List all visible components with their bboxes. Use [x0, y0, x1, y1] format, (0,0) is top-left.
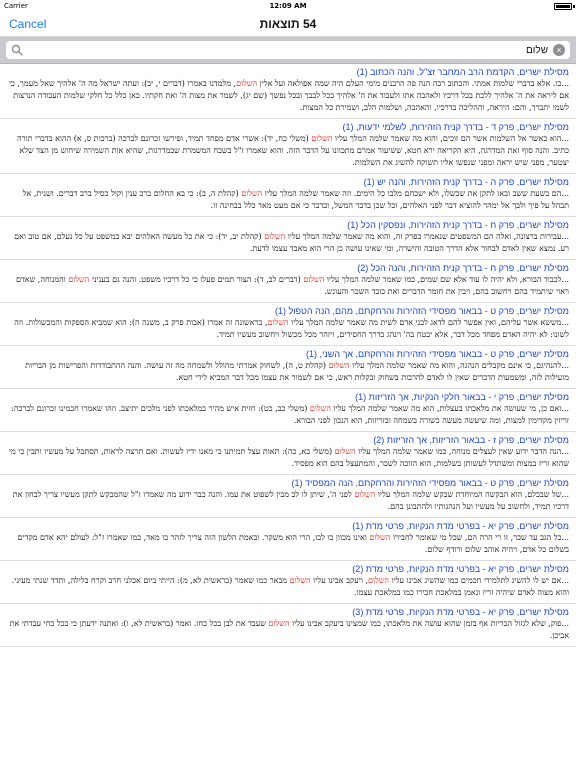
search-match: השלום	[328, 361, 350, 370]
result-item[interactable]	[0, 174, 576, 217]
result-snippet: ...פוק, שלא לגזול הבריות אף בזמן שהוא עושה את מלאכתו, כמו שמצינו ביעקב אבינו עליו השלום שעבד את לבן בכל כחו. ואמר (בראשית לא, ו): ואתנה ידעתן כי בכל כחי עבדתי את אביכן.	[9, 619, 569, 640]
result-snippet: ...כל הגב עד שבר, זו רי הרה הם, שכל מי שאומר לחבירו השלום ואינו מכוון בו לבו, הרי הוא משקר. ובאמת הלשון הזה צריך לזהר בו מאד, כמו שאמרו ז"ל: לעולם יהא אדם מקדים בשלום כל אדם, ויהיה אוהב שלום ורודף שלום.	[17, 533, 569, 554]
result-title: מסילת ישרים, פרק ח - בדרך קנית הזהירות, ונפסקין הכל (1)	[347, 220, 569, 230]
search-match: השלום	[303, 275, 325, 284]
search-input[interactable]	[26, 43, 548, 57]
search-match: השלום	[68, 275, 90, 284]
search-match: השלום	[367, 576, 390, 585]
result-snippet: ...אם יש לו להשיג לתלמידי חכמים כמו שהשיג אבינו עליו השלום, ויעקב אבינו עליו השלום מבאר כמו שאמר (בראשית לא, מ): הייתי ביום אכלני חרב וקרח בלילה, ותדד שנתי מעיני. והוא מצוה לאדם שיהיה זריז ונאמן במלאכת חבירו כמו במלאכת עצמו.	[11, 576, 569, 597]
result-snippet: ...עבירות ברצונה, ואלה הם המשפטים שנאמרו בפרק זה, והוא מה שאמר שלמה המלך עליו השלום (קהלת יב, יד): כי את כל מעשה האלהים יבא במשפט על כל נעלם, אם טוב ואם רע. נמצא שאין לאדם לבחור אלא הדרך הטובה והישרה, ומי שאינו עושה כן הרי הוא מאבד עצמו לדעת.	[14, 232, 569, 253]
search-match: השלום	[311, 134, 333, 143]
search-field[interactable]	[6, 41, 570, 59]
cancel-button[interactable]: Cancel	[9, 17, 47, 31]
result-snippet: ...לכבוד הבורא, ולא יהיה לו עוד אלא שם שמים, כמו שאמר שלמה המלך עליו השלום (דברים לב, ד): הצור תמים פעלו כי כל דרכיו משפט. והנה גם בעניני השלום והמנוחה, שאדם ראוי שיתמיד בהם ויחשוב בהם, ויבין את חומר הדברים ואת כובד השכר והעונש.	[15, 275, 569, 296]
result-item[interactable]	[0, 518, 576, 561]
search-match: השלום	[264, 232, 286, 241]
result-item[interactable]	[0, 475, 576, 518]
search-match: השלום	[289, 576, 311, 585]
result-snippet: ...הוא כאשר אל השלמות אשר הם זוכים, והוא מה שאמר שלמה המלך עליו השלום (משלי כח, יד): אשרי אדם מפחד תמיד, ופירשו זכרונם לברכה (ברכות ס, א) ההוא בדברי תורה כתיב. והנה סוף זאת המדרגה, היא הקריאה ירא חטא, ששיעור אמרם מתכוונו על הדבר הזה. והוא שאמרו ז"ל בשבח המשמרת שבמדרגות, שהיא אות השמירה שיחוש מן הצד שלא יצטער, מפני שיש יראה ומפני שנפשו אליו תשוקה להשיג את השלמות.	[16, 134, 569, 167]
results-list	[0, 64, 576, 768]
clear-icon[interactable]: ×	[553, 44, 565, 56]
result-snippet: ...הם בשעת ששב ובאו לתקן את שבשלו, ולא ישכחם מלבו כל הימים. וזה שאמר שלמה המלך עליו השלום (קהלת ה, ב): כי בא החלום ברב ענין וקול כסיל ברב דברים. ושנית, אל תבהל על פיך ולבך אל ימהר להוציא דבר לפני האלהים, וכל שכן בדבר המשל, ובדבר כי אם מעט מאד כלל בבחינה זו.	[22, 189, 569, 210]
result-title: מסילת ישרים, פרק ה - בדרך קנית הזהירות, והנה יש (1)	[363, 177, 569, 187]
search-match: השלום	[369, 533, 391, 542]
search-match: השלום	[334, 447, 356, 456]
result-item[interactable]	[0, 432, 576, 475]
search-match: השלום	[241, 189, 263, 198]
result-title: מסילת ישרים, פרק ט - בבאור מפסידי הזהירות והרחקתם, הנה המפסיד (1)	[291, 478, 569, 488]
result-snippet: ...הנה הדבר ידוע שאין לעצלים מנוחה, כמו שאמר שלמה המלך עליו השלום (משלי כא, כה): תאות עצל תמיתנו כי מאנו ידיו לעשות. ואם תרצה לראות, תסתכל על מעשיו ותבין כי מי שהוא זריז במצות ומשתדל לעשותן בשלמות, הוא הזוכה לשכר, והמתעצל בהם הוא מפסיד.	[8, 447, 569, 468]
result-title: מסילת ישרים, פרק ז - בבאור הזריזות, אך הזריזות (2)	[373, 435, 569, 445]
result-title: מסילת ישרים, פרק יא - בפרטי מדת הנקיות, פרטי מדת (2)	[352, 564, 569, 574]
result-snippet: ...ואם כן, מי שעושה את מלאכתו בעצלות, הוא מה שאמר שלמה המלך עליו השלום (משלי כב, כט): חזית איש מהיר במלאכתו לפני מלכים יתיצב. וזהו שאמרו חכמינו זכרונם לברכה: זריזין מקדימין למצות, ומה שיעשה מעשה כשורה בשמחה ובזריזות, הוא הנכון לפני הבורא.	[11, 404, 569, 425]
result-item[interactable]	[0, 303, 576, 346]
search-match: השלום	[267, 318, 289, 327]
result-item[interactable]	[0, 389, 576, 432]
result-title: מסילת ישרים, פרק יא - בפרטי מדת הנקיות, פרטי מדת (3)	[352, 607, 569, 617]
result-item[interactable]	[0, 119, 576, 174]
result-title: מסילת ישרים, פרק י - בבאור חלקי הנקיות, אך הזריזות (1)	[355, 392, 569, 402]
result-item[interactable]	[0, 260, 576, 303]
page-title: 54 תוצאות	[259, 17, 317, 31]
battery-icon	[554, 3, 572, 10]
result-snippet: ...מששא אשר עליהם, ואין אפשר להם לדאג לבני אדם לשית מה שאמר שלמה המלך עליו השלום, בראשונה זה אמרו (אבות פרק ב, משנה ה): הוא שמביא הספקות והמכשולות. וזה לשונו: לא יהיה האדם מפחד מכל דבר, אלא יבטח בה' וינהג כדרך החסידים, ויזהר מכל מכשול ויחשוב מעשיו תמיד.	[14, 318, 569, 339]
carrier-label: Carrier	[4, 2, 28, 10]
result-snippet: ...של שבכלם, הוא הבקשה המיוחדת שבקש שלמה המלך עליו השלום לפני ה', שיתן לו לב מבין לשפוט את עמו. והנה כבר ידוע מה שאמרו ז"ל שהמבקש לתקן מעשיו צריך לבחון את דרכיו תמיד, ולחשוב על מעשיו ועל הנהגותיו ולהתבונן בהם.	[12, 490, 569, 511]
search-icon	[11, 44, 23, 56]
result-title: מסילת ישרים, פרק יא - בפרטי מדת הנקיות, פרטי מדת (1)	[352, 521, 569, 531]
result-title: מסילת ישרים, הקדמת הרב המחבר זצ"ל, והנה הכתוב (1)	[356, 67, 569, 77]
search-match: השלום	[309, 404, 331, 413]
result-title: מסילת ישרים, פרק ט - בבאור מפסידי הזהירות והרחקתם, אך השני, (1)	[305, 349, 569, 359]
result-title: מסילת ישרים, פרק ח - בדרך קנית הזהירות, והנה הכל (2)	[357, 263, 569, 273]
result-item[interactable]	[0, 217, 576, 260]
result-snippet: ...כו. אלא בדברי שלמות אמתי. והכתוב רבה הנה פה הרבנים מימי העלם היה שמה אפולאה ועל אלין השלום, מלמדנו באמרו (דברים י, יב): ועתה ישראל מה ה' אלהיך שאל מעמך, כי אם ליראה את ה' אלהיך ללכת בכל דרכיו ולאהבה אתו ולעבוד את ה' אלהיך בכל לבבך ובכל נפשך (שם יג), לשמר את מצות ה' ואת חקתיו. כאן כלל כל חלקי שלמות העבודה הנרצות לשמו יתברך, והם: היראה, וההליכה בדרכיו, והאהבה, ושלמות הלב, ושמירת כל המצות.	[8, 79, 569, 112]
search-match: השלום	[268, 619, 290, 628]
search-match: השלום	[354, 490, 376, 499]
status-bar	[0, 0, 576, 14]
result-item[interactable]	[0, 346, 576, 389]
navigation-bar	[0, 14, 576, 37]
clock: 12:09 AM	[269, 2, 307, 10]
search-bar	[0, 37, 576, 64]
result-title: מסילת ישרים, פרק ד - בדרך קנית הזהירות, לשלמי ידעות, (1)	[342, 122, 569, 132]
result-item[interactable]	[0, 64, 576, 119]
battery-tip-icon	[573, 5, 575, 8]
search-match: השלום	[236, 79, 258, 88]
result-item[interactable]	[0, 561, 576, 604]
result-item[interactable]	[0, 604, 576, 647]
result-snippet: ...להנהיגם, כי אינם מקבלים הנהגה, והוא מה שאמר שלמה המלך עליו השלום (קהלת ט, ה), לשחוק אמרתי מהולל ולשמחה מה זה עושה. והנה ההתבודדות והפרישות מן הבריות מועילות לזה, ומשמעות הדברים שאין לו לאדם להרבות בשחוק ובקלות ראש, כי אם לשמור את עצמו מכל דבר המביא לידי חטא.	[25, 361, 569, 382]
result-title: מסילת ישרים, פרק ט - בבאור מפסידי הזהירות והרחקתם, מהם, הנה הטפול (1)	[274, 306, 569, 316]
